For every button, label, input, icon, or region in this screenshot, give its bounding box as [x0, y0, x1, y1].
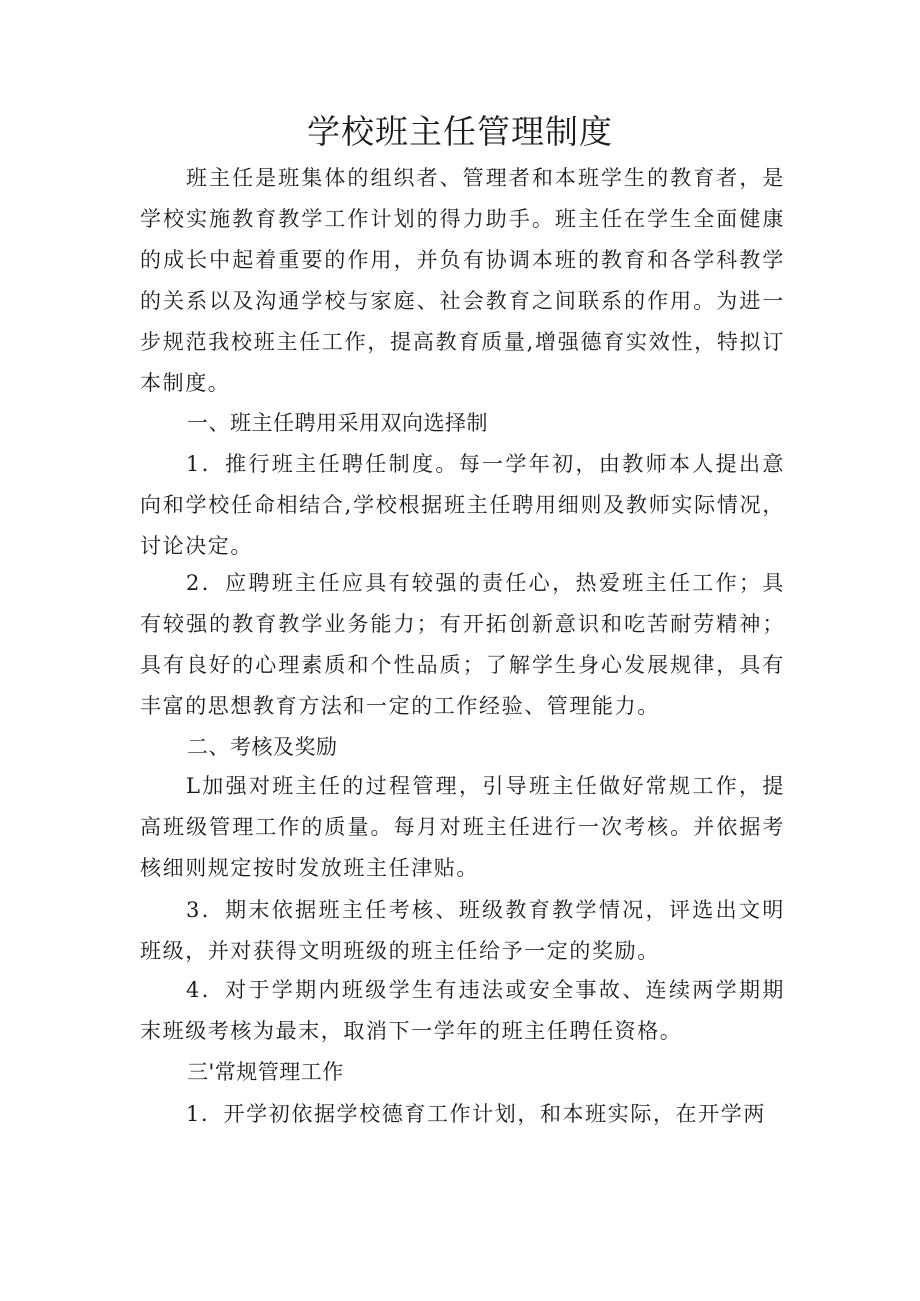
- section-2-paragraph-1: L加强对班主任的过程管理，引导班主任做好常规工作，提高班级管理工作的质量。每月对班主任进行一次考核。并依据考核细则规定按时发放班主任津贴。: [140, 774, 785, 880]
- section-heading-3: 三'常规管理工作: [187, 1060, 344, 1084]
- document-title: 学校班主任管理制度: [307, 112, 613, 151]
- section-3-paragraph-1: 1．开学初依据学校德育工作计划，和本班实际，在开学两: [186, 1102, 766, 1126]
- section-2-paragraph-2: 3．期末依据班主任考核、班级教育教学情况，评选出文明班级，并对获得文明班级的班主任给予一定的奖励。: [140, 898, 785, 963]
- section-heading-2: 二、考核及奖励: [187, 735, 338, 759]
- section-1-paragraph-1: 1．推行班主任聘任制度。每一学年初，由教师本人提出意向和学校任命相结合,学校根据班主任聘用细则及教师实际情况，讨论决定。: [140, 452, 785, 558]
- section-2-paragraph-3: 4．对于学期内班级学生有违法或安全事故、连续两学期期末班级考核为最末，取消下一学年的班主任聘任资格。: [140, 978, 785, 1043]
- section-1-paragraph-2: 2．应聘班主任应具有较强的责任心，热爱班主任工作；具有较强的教育教学业务能力；有开拓创新意识和吃苦耐劳精神；具有良好的心理素质和个性品质；了解学生身心发展规律，具有丰富的思想教育方法和一定的工作经验、管理能力。: [140, 571, 785, 718]
- intro-paragraph: 班主任是班集体的组织者、管理者和本班学生的教育者，是学校实施教育教学工作计划的得力助手。班主任在学生全面健康的成长中起着重要的作用，并负有协调本班的教育和各学科教学的关系以及沟通学校与家庭、社会教育之间联系的作用。为进一步规范我校班主任工作，提高教育质量,增强德育实效性，特拟订本制度。: [140, 166, 785, 395]
- section-heading-1: 一、班主任聘用采用双向选择制: [187, 411, 488, 435]
